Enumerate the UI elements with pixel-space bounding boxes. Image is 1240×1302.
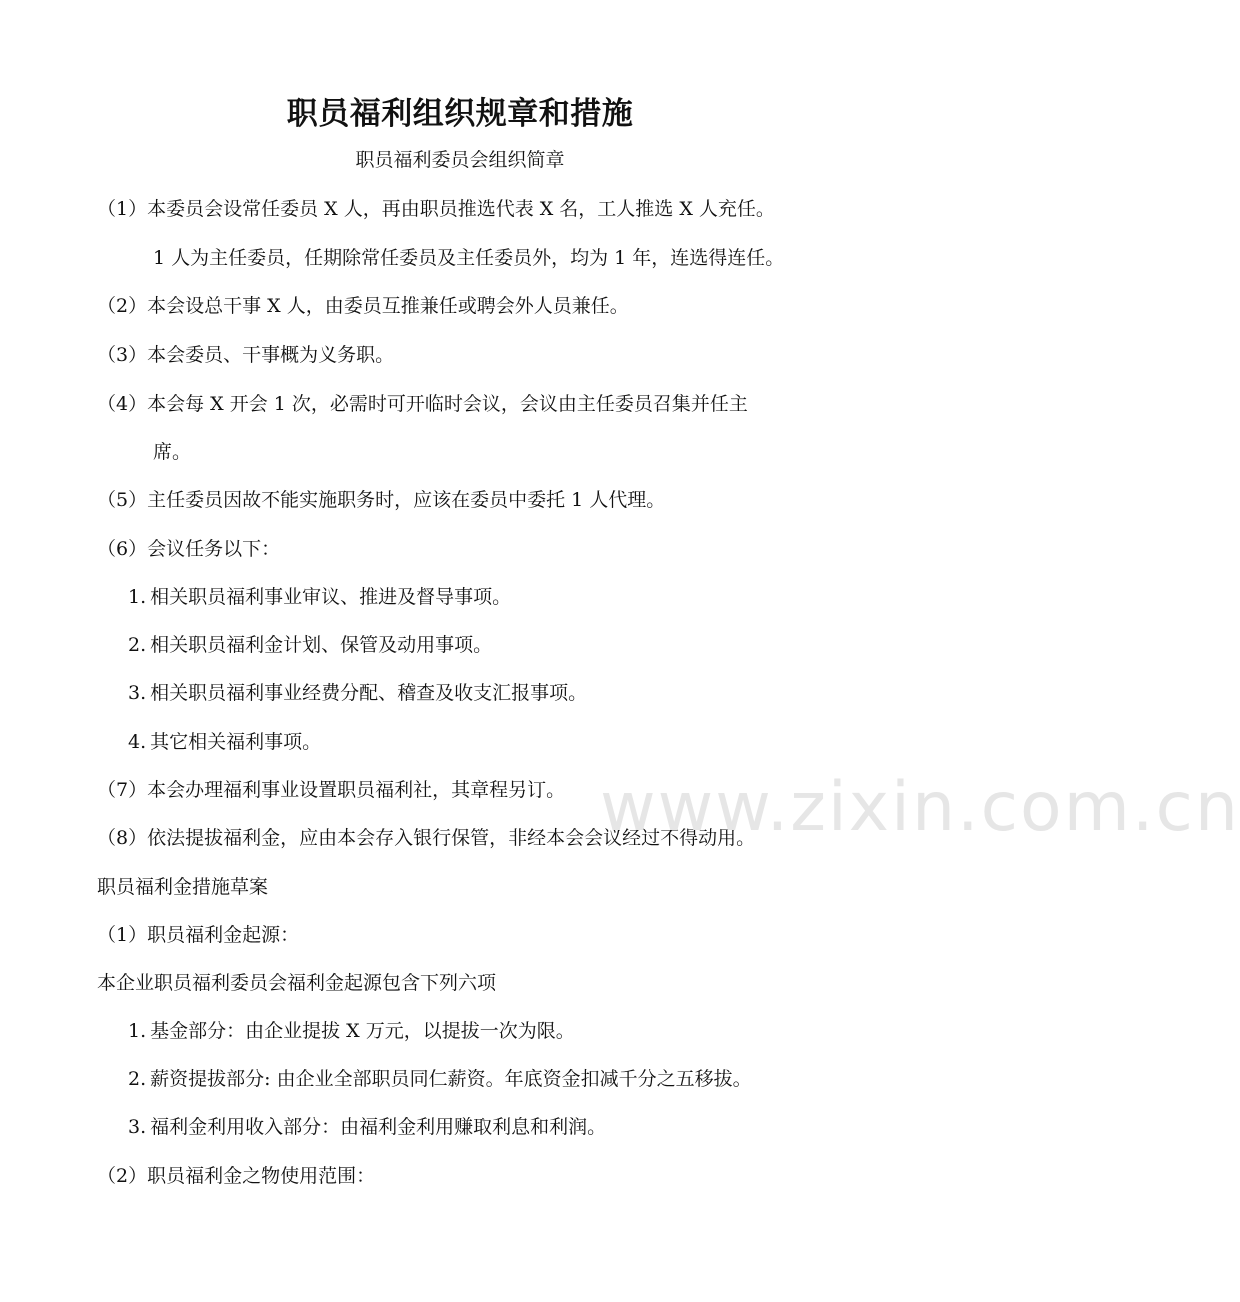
charter-article-2 (97, 293, 629, 319)
article-text: 本会办理福利事业设置职员福利社，其章程另订。 (147, 779, 566, 801)
article-number: （6） (97, 538, 148, 560)
list-item-number: 2. (128, 634, 147, 656)
article-number: （8） (97, 827, 148, 849)
list-item (128, 680, 587, 706)
list-item (128, 1018, 575, 1044)
fund-section-1-intro: 本企业职员福利委员会福利金起源包含下列六项 (97, 972, 497, 994)
section-number: （2） (97, 1165, 148, 1187)
charter-article-4 (97, 391, 748, 417)
article-number: （3） (97, 344, 148, 366)
charter-article-8 (97, 825, 755, 851)
article-number: （2） (97, 295, 148, 317)
fund-section-2 (97, 1163, 375, 1189)
list-item (128, 584, 511, 610)
list-item-text: 相关职员福利事业审议、推进及督导事项。 (150, 586, 512, 608)
list-item-text: 基金部分：由企业提拔 X 万元，以提拔一次为限。 (150, 1020, 575, 1042)
list-item-number: 1. (128, 1020, 147, 1042)
article-text: 本会设总干事 X 人，由委员互推兼任或聘会外人员兼任。 (147, 295, 629, 317)
section-text: 职员福利金起源： (147, 924, 300, 946)
section-number: （1） (97, 924, 148, 946)
list-item-number: 3. (128, 682, 147, 704)
charter-article-5 (97, 487, 665, 513)
list-item-number: 1. (128, 586, 147, 608)
article-text: 依法提拔福利金，应由本会存入银行保管，非经本会会议经过不得动用。 (147, 827, 756, 849)
list-item (128, 1066, 752, 1092)
article-number: （4） (97, 393, 148, 415)
document-title: 职员福利组织规章和措施 (286, 96, 634, 132)
list-item (128, 632, 492, 658)
list-item-text: 福利金利用收入部分：由福利金利用赚取利息和利润。 (150, 1116, 607, 1138)
article-text: 会议任务以下： (147, 538, 281, 560)
list-item-text: 相关职员福利金计划、保管及动用事项。 (150, 634, 493, 656)
charter-article-7 (97, 777, 565, 803)
list-item-number: 3. (128, 1116, 147, 1138)
list-item-text: 相关职员福利事业经费分配、稽查及收支汇报事项。 (150, 682, 588, 704)
fund-section-1 (97, 922, 299, 948)
article-text: 本委员会设常任委员 X 人，再由职员推选代表 X 名，工人推选 X 人充任。 (147, 198, 775, 220)
article-number: （5） (97, 489, 148, 511)
watermark: www.zixin.com.cn (600, 768, 1240, 847)
charter-article-6 (97, 536, 280, 562)
charter-article-3 (97, 342, 394, 368)
charter-article-4-continuation: 席。 (153, 441, 192, 463)
article-text: 主任委员因故不能实施职务时，应该在委员中委托 1 人代理。 (147, 489, 666, 511)
list-item (128, 1114, 606, 1140)
document-subtitle: 职员福利委员会组织简章 (355, 149, 565, 171)
article-number: （7） (97, 779, 148, 801)
article-text: 本会委员、干事概为义务职。 (147, 344, 395, 366)
fund-section-heading: 职员福利金措施草案 (97, 876, 269, 898)
list-item-number: 2. (128, 1068, 147, 1090)
list-item (128, 729, 321, 755)
list-item-number: 4. (128, 731, 147, 753)
article-number: （1） (97, 198, 148, 220)
article-text: 本会每 X 开会 1 次，必需时可开临时会议，会议由主任委员召集并任主 (147, 393, 748, 415)
list-item-text: 其它相关福利事项。 (150, 731, 322, 753)
list-item-text: 薪资提拔部分: 由企业全部职员同仁薪资。年底资金扣减千分之五移拔。 (150, 1068, 752, 1090)
charter-article-1 (97, 196, 775, 222)
charter-article-1-continuation: 1 人为主任委员，任期除常任委员及主任委员外，均为 1 年，连选得连任。 (153, 247, 785, 269)
section-text: 职员福利金之物使用范围： (147, 1165, 376, 1187)
